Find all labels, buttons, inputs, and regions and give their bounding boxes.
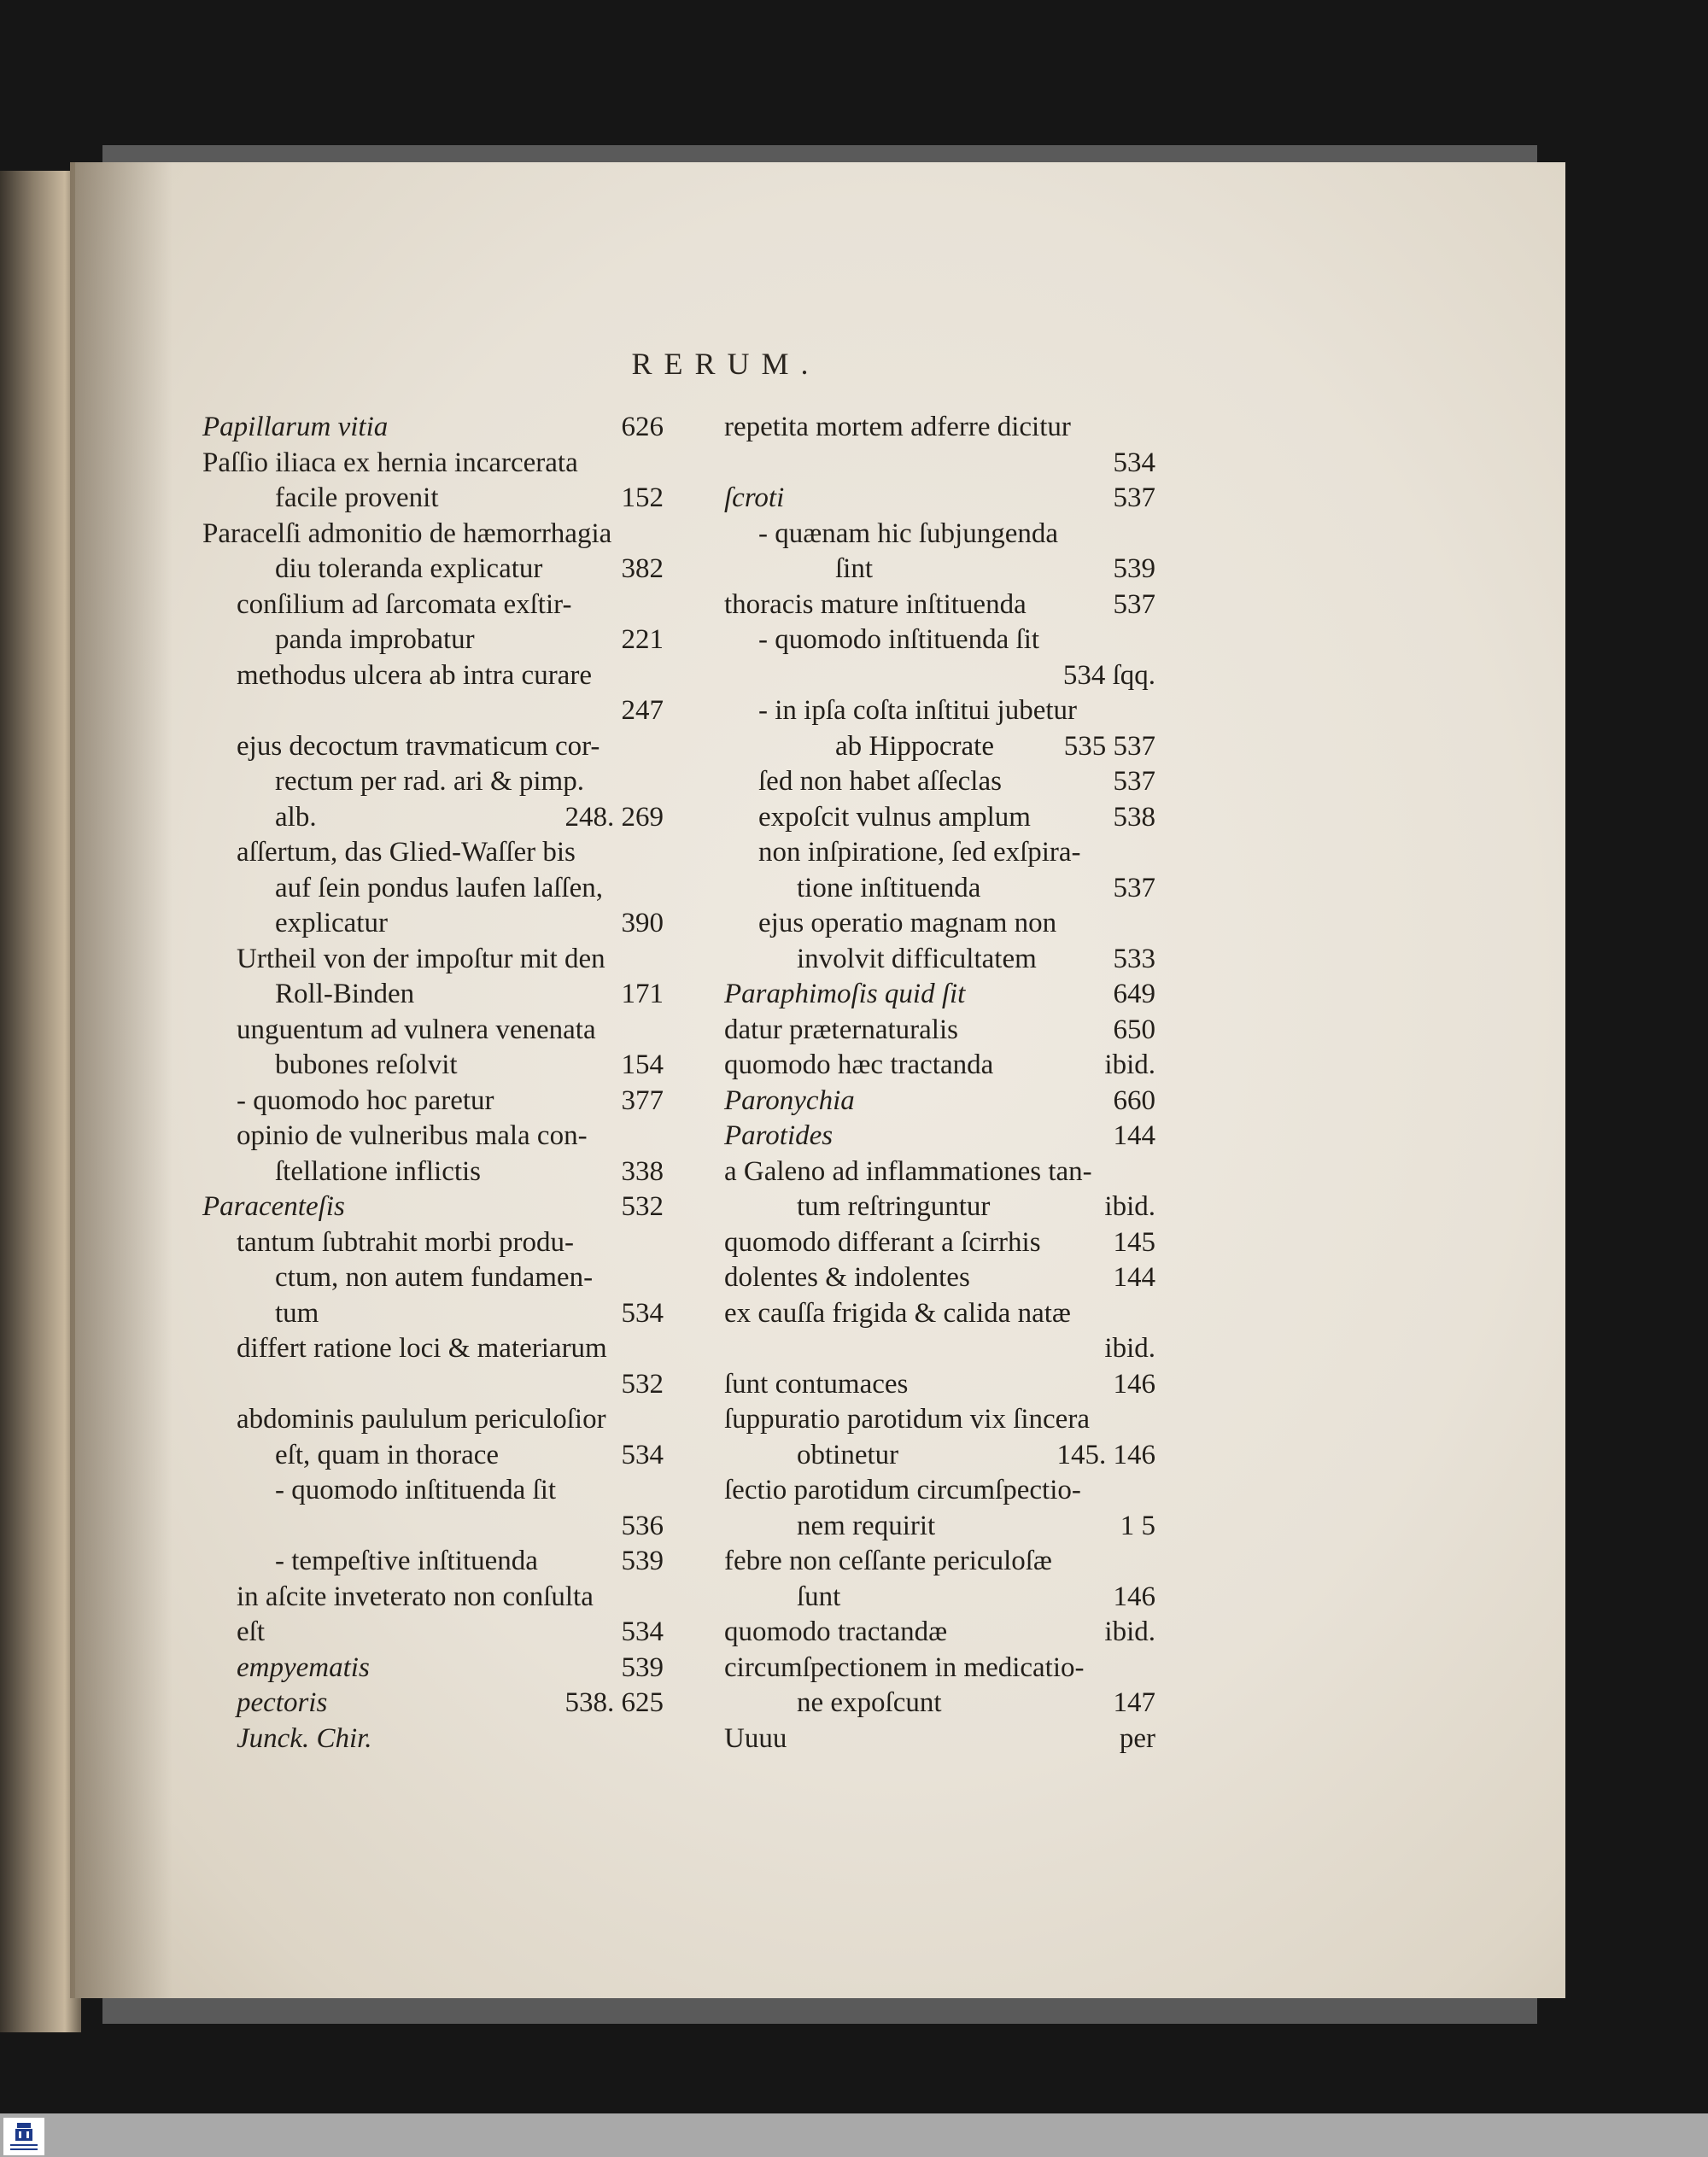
gutter-shadow [70, 162, 173, 1998]
page-reference: 534 ſqq. [1062, 659, 1155, 691]
index-entry [202, 729, 664, 765]
index-entry [724, 1509, 1155, 1545]
page-reference: 247 [621, 695, 664, 726]
index-entry [724, 1154, 1155, 1190]
index-entry [202, 410, 664, 446]
entry-text: abdominis paululum periculoſior [237, 1404, 606, 1435]
index-entry [202, 906, 664, 942]
index-entry [202, 481, 664, 517]
entry-text: tione inſtituenda [797, 872, 981, 903]
entry-text: ſectio parotidum circumſpectio- [724, 1475, 1081, 1505]
page-reference: per [1119, 1722, 1155, 1754]
page-reference: 538. 625 [564, 1687, 664, 1718]
entry-text: tum reſtringuntur [797, 1191, 991, 1222]
entry-text: ejus decoctum travmaticum cor- [237, 730, 600, 762]
page-reference: 221 [621, 624, 664, 655]
entry-text: ſtellatione inflictis [275, 1155, 482, 1187]
entry-text: differt ratione loci & materiarum [237, 1333, 607, 1364]
index-entry [724, 446, 1155, 482]
index-entry [724, 871, 1155, 907]
entry-text: expoſcit vulnus amplum [758, 801, 1031, 833]
index-entry [724, 1119, 1155, 1154]
index-entry [202, 587, 664, 623]
page-reference: 626 [621, 412, 664, 442]
entry-text: Roll-Binden [275, 979, 415, 1009]
page-reference: 534 [621, 1439, 664, 1470]
page-reference: 537 [1113, 766, 1155, 797]
library-logo-icon[interactable] [3, 2118, 44, 2155]
entry-text: ſunt contumaces [724, 1368, 909, 1400]
entry-text: panda improbatur [275, 624, 475, 655]
page-reference: 147 [1113, 1687, 1155, 1718]
entry-text: - quomodo inſtituenda ſit [275, 1475, 557, 1505]
entry-text: circumſpectionem in medicatio- [724, 1651, 1085, 1683]
index-entry [724, 1615, 1155, 1651]
entry-text: aſſertum, das Glied-Waſſer bis [237, 837, 576, 868]
entry-text: ſed non habet aſſeclas [758, 766, 1002, 797]
entry-text: - quomodo inſtituenda ſit [758, 624, 1040, 655]
entry-text: - in ipſa coſta inſtitui jubetur [758, 695, 1078, 726]
entry-text: eſt [237, 1616, 265, 1647]
index-entry [202, 1331, 664, 1367]
page-reference: 146 [1113, 1368, 1155, 1400]
page-reference: 1 5 [1120, 1510, 1155, 1541]
entry-text: Paſſio iliaca ex hernia incarcerata [202, 447, 578, 478]
index-entry [202, 764, 664, 800]
page-reference: 154 [621, 1049, 664, 1080]
index-entry [202, 871, 664, 907]
entry-text: febre non ceſſante periculoſæ [724, 1546, 1052, 1576]
entry-text: alb. [275, 801, 317, 833]
index-entry [202, 1013, 664, 1049]
index-entry [724, 481, 1155, 517]
index-entry [724, 1580, 1155, 1616]
index-entry [724, 1438, 1155, 1474]
index-entry [202, 623, 664, 658]
entry-text: auf ſein pondus laufen laſſen, [275, 872, 603, 903]
entry-text: quomodo hæc tractanda [724, 1049, 994, 1080]
entry-text: a Galeno ad inflammationes tan- [724, 1155, 1092, 1187]
index-entry [202, 1473, 664, 1509]
index-entry [724, 552, 1155, 587]
entry-text: empyematis [237, 1651, 370, 1683]
page-reference: 660 [1113, 1084, 1155, 1116]
page-reference: 536 [621, 1510, 664, 1541]
index-entry [724, 1013, 1155, 1049]
index-entry [724, 658, 1155, 694]
entry-text: pectoris [237, 1687, 328, 1718]
index-entry [202, 1615, 664, 1651]
index-entry [724, 1190, 1155, 1225]
index-entry [724, 410, 1155, 446]
page-reference: 649 [1113, 979, 1155, 1009]
index-column-right [724, 410, 1155, 1757]
page-reference: 539 [621, 1546, 664, 1576]
page-reference: 377 [621, 1084, 664, 1116]
index-entry [202, 1260, 664, 1296]
index-entry [202, 1225, 664, 1261]
entry-text: - quænam hic ſubjungenda [758, 517, 1059, 549]
index-entry [202, 1402, 664, 1438]
page-reference: 171 [621, 979, 664, 1009]
entry-text: methodus ulcera ab intra curare [237, 659, 592, 691]
entry-text: Paronychia [724, 1084, 855, 1116]
index-entry [724, 729, 1155, 765]
index-entry [724, 1402, 1155, 1438]
entry-text: ex cauſſa frigida & calida natæ [724, 1297, 1071, 1329]
index-column-left [202, 410, 664, 1757]
index-entry [202, 1651, 664, 1686]
entry-text: rectum per rad. ari & pimp. [275, 766, 584, 797]
page-reference: 145. 146 [1056, 1439, 1155, 1470]
entry-text: Paracenteſis [202, 1191, 345, 1222]
entry-text: ſunt [797, 1581, 841, 1612]
entry-text: non inſpiratione, ſed exſpira- [758, 837, 1081, 868]
index-entry [724, 1722, 1155, 1757]
running-title: RERUM. [631, 347, 821, 381]
entry-text: Paracelſi admonitio de hæmorrhagia [202, 517, 612, 549]
entry-text: ſcroti [724, 482, 785, 513]
entry-text: nem requirit [797, 1510, 936, 1541]
entry-text: ejus operatio magnam non [758, 908, 1057, 938]
page-reference: 537 [1113, 482, 1155, 513]
entry-text: Urtheil von der impoſtur mit den [237, 943, 605, 974]
index-entry [202, 1119, 664, 1154]
index-entry [202, 1722, 664, 1757]
index-entry [724, 942, 1155, 978]
entry-text: tantum ſubtrahit morbi produ- [237, 1226, 575, 1258]
entry-text: quomodo differant a ſcirrhis [724, 1226, 1041, 1258]
page-reference: 537 [1113, 872, 1155, 903]
index-entry [202, 658, 664, 694]
entry-text: diu toleranda explicatur [275, 553, 543, 584]
page-reference: 382 [621, 553, 664, 584]
entry-text: ctum, non autem fundamen- [275, 1262, 594, 1293]
entry-text: thoracis mature inſtituenda [724, 588, 1027, 620]
index-entry [202, 1686, 664, 1722]
index-entry [724, 835, 1155, 871]
index-entry [724, 623, 1155, 658]
entry-text: datur præternaturalis [724, 1014, 958, 1045]
index-entry [724, 800, 1155, 836]
index-entry [724, 1260, 1155, 1296]
index-entry [724, 1651, 1155, 1686]
entry-text: ſuppuratio parotidum vix ſincera [724, 1404, 1090, 1435]
index-entry [724, 693, 1155, 729]
entry-text: facile provenit [275, 482, 439, 513]
index-entry [202, 552, 664, 587]
page-reference: 146 [1113, 1581, 1155, 1612]
page-reference: 532 [621, 1191, 664, 1222]
entry-text: opinio de vulneribus mala con- [237, 1120, 588, 1151]
entry-text: Uuuu [724, 1722, 787, 1754]
index-entry [724, 1686, 1155, 1722]
entry-text: conſilium ad ſarcomata exſtir- [237, 588, 572, 620]
entry-text: obtinetur [797, 1439, 899, 1470]
index-entry [202, 1580, 664, 1616]
index-entry [202, 835, 664, 871]
entry-text: Papillarum vitia [202, 412, 389, 442]
index-entry [202, 693, 664, 729]
entry-text: Paraphimoſis quid ſit [724, 979, 966, 1009]
page-reference: 538 [1113, 801, 1155, 833]
entry-text: - tempeſtive inſtituenda [275, 1546, 538, 1576]
index-entry [202, 1084, 664, 1119]
entry-text: dolentes & indolentes [724, 1262, 970, 1293]
index-entry [724, 1331, 1155, 1367]
entry-text: eſt, quam in thorace [275, 1439, 500, 1470]
index-entry [202, 1048, 664, 1084]
page-reference: ibid. [1104, 1049, 1155, 1080]
index-entry [202, 1154, 664, 1190]
page-reference: 144 [1113, 1262, 1155, 1293]
entry-text: tum [275, 1297, 319, 1329]
page-reference: 537 [1113, 588, 1155, 620]
entry-text: ſint [835, 553, 874, 584]
page-reference: 248. 269 [564, 801, 664, 833]
entry-text: quomodo tractandæ [724, 1616, 948, 1647]
index-entry [202, 1367, 664, 1403]
page-reference: 539 [1113, 553, 1155, 584]
index-entry [724, 1048, 1155, 1084]
index-entry [724, 1367, 1155, 1403]
index-entry [202, 800, 664, 836]
index-entry [202, 517, 664, 552]
index-entry [724, 1084, 1155, 1119]
index-entry [202, 977, 664, 1013]
entry-text: in aſcite inveterato non conſulta [237, 1581, 594, 1612]
index-entry [202, 446, 664, 482]
index-entry [202, 1190, 664, 1225]
index-entry [202, 942, 664, 978]
page-reference: ibid. [1104, 1191, 1155, 1222]
entry-text: Junck. Chir. [237, 1722, 372, 1754]
index-entry [724, 906, 1155, 942]
index-entry [724, 977, 1155, 1013]
page-reference: 539 [621, 1651, 664, 1683]
entry-text: bubones reſolvit [275, 1049, 458, 1080]
page-reference: 338 [621, 1155, 664, 1187]
entry-text: involvit difficultatem [797, 943, 1037, 974]
page-reference: 535 537 [1063, 730, 1155, 762]
index-entry [724, 1296, 1155, 1332]
page-reference: 534 [1113, 447, 1155, 478]
page-reference: 534 [621, 1297, 664, 1329]
index-entry [724, 1225, 1155, 1261]
entry-text: ab Hippocrate [835, 730, 994, 762]
index-entry [724, 764, 1155, 800]
page-reference: 532 [621, 1368, 664, 1400]
index-entry [202, 1544, 664, 1580]
index-entry [724, 587, 1155, 623]
page-reference: 144 [1113, 1120, 1155, 1151]
entry-text: - quomodo hoc paretur [237, 1084, 494, 1116]
page-reference: 390 [621, 908, 664, 938]
page-reference: ibid. [1104, 1616, 1155, 1647]
page-reference: 145 [1113, 1226, 1155, 1258]
entry-text: explicatur [275, 908, 388, 938]
page-reference: 152 [621, 482, 664, 513]
index-entry [202, 1509, 664, 1545]
page-reference: 534 [621, 1616, 664, 1647]
page-reference: 650 [1113, 1014, 1155, 1045]
index-entry [202, 1296, 664, 1332]
entry-text: Parotides [724, 1120, 834, 1151]
entry-text: repetita mortem adferre dicitur [724, 412, 1071, 442]
index-entry [724, 1473, 1155, 1509]
viewer-footer-bar [0, 2113, 1708, 2157]
index-entry [724, 517, 1155, 552]
index-entry [202, 1438, 664, 1474]
facing-page-edge [0, 171, 81, 2032]
page-reference: ibid. [1104, 1333, 1155, 1364]
entry-text: unguentum ad vulnera venenata [237, 1014, 596, 1045]
index-entry [724, 1544, 1155, 1580]
entry-text: ne expoſcunt [797, 1687, 942, 1718]
page-reference: 533 [1113, 943, 1155, 974]
